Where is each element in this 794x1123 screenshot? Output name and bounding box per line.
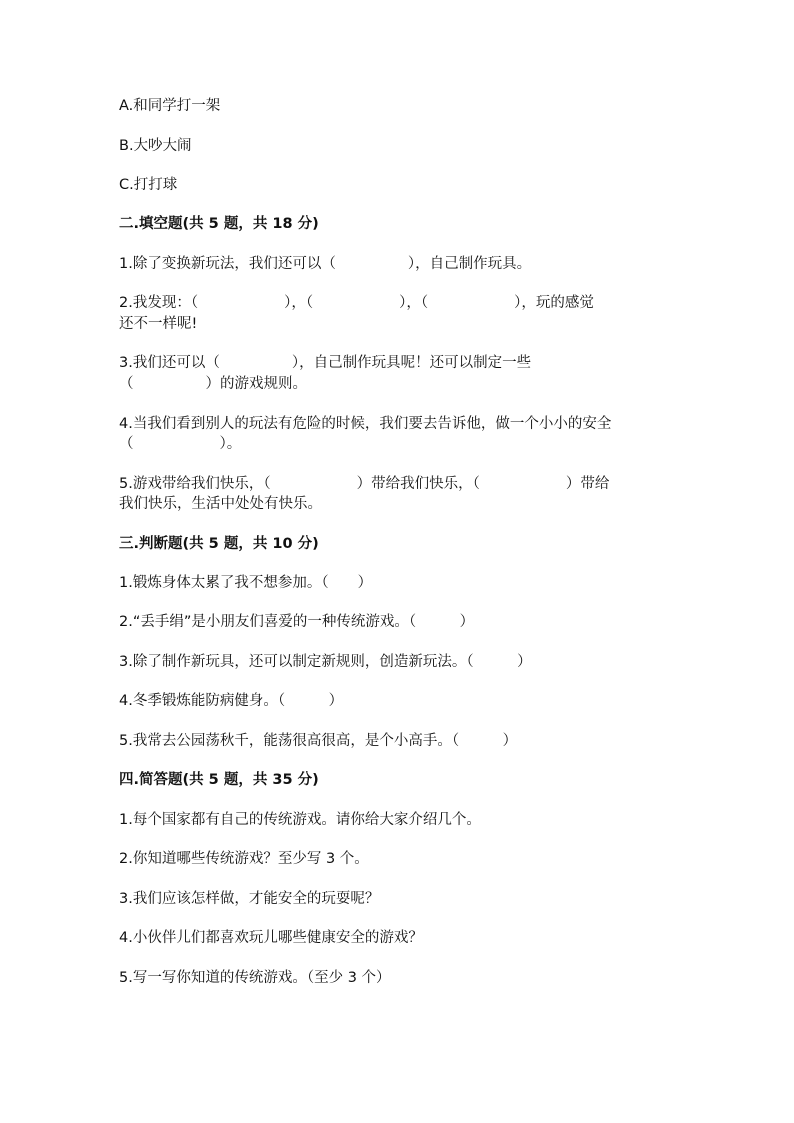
fill-q2-part2: ），（ bbox=[284, 295, 314, 311]
fill-question-1 bbox=[119, 254, 531, 274]
judge-question-2: 2.“丢手绢”是小朋友们喜爱的一种传统游戏。（ ） bbox=[119, 614, 475, 630]
fill-q2-part3: ），（ bbox=[399, 295, 429, 311]
judge-question-5: 5.我常去公园荡秋千，能荡很高很高，是个小高手。（ ） bbox=[119, 733, 518, 749]
fill-q4-line2-part1: （ bbox=[119, 436, 134, 452]
section-four-heading: 四.简答题(共 5 题，共 35 分) bbox=[119, 772, 319, 788]
option-a: A.和同学打一架 bbox=[119, 98, 221, 114]
judge-question-4: 4.冬季锻炼能防病健身。（ ） bbox=[119, 693, 344, 709]
fill-q2-part4: ），玩的感觉 bbox=[514, 295, 594, 311]
fill-q5-part3: ）带给 bbox=[565, 476, 610, 492]
short-answer-1: 1.每个国家都有自己的传统游戏。请你给大家介绍几个。 bbox=[119, 812, 481, 828]
short-answer-5: 5.写一写你知道的传统游戏。（至少 3 个） bbox=[119, 970, 391, 986]
judge-question-3: 3.除了制作新玩具，还可以制定新规则，创造新玩法。（ ） bbox=[119, 654, 532, 670]
fill-q4-line2 bbox=[119, 434, 241, 454]
short-answer-3: 3.我们应该怎样做，才能安全的玩耍呢？ bbox=[119, 891, 380, 907]
section-three-heading: 三.判断题(共 5 题，共 10 分) bbox=[119, 536, 319, 552]
fill-q3-line2 bbox=[119, 374, 307, 394]
short-answer-2: 2.你知道哪些传统游戏？至少写 3 个。 bbox=[119, 851, 369, 867]
fill-q3-line2-part2: ）的游戏规则。 bbox=[205, 376, 307, 392]
section-two-heading: 二.填空题(共 5 题，共 18 分) bbox=[119, 216, 319, 232]
fill-q3-part2: ），自己制作玩具呢！还可以制定一些 bbox=[291, 355, 532, 371]
fill-q5-part2: ）带给我们快乐，（ bbox=[356, 476, 480, 492]
fill-q2-part1: 2.我发现：（ bbox=[119, 295, 199, 311]
short-answer-4: 4.小伙伴儿们都喜欢玩儿哪些健康安全的游戏？ bbox=[119, 930, 423, 946]
fill-question-4: 4.当我们看到别人的玩法有危险的时候，我们要去告诉他，做一个小小的安全 bbox=[119, 416, 612, 432]
fill-q4-line2-part2: ）。 bbox=[219, 436, 242, 452]
fill-q1-part1: 1.除了变换新玩法，我们还可以（ bbox=[119, 256, 336, 272]
fill-q2-line2: 还不一样呢! bbox=[119, 316, 198, 332]
fill-q3-part1: 3.我们还可以（ bbox=[119, 355, 220, 371]
fill-q1-part2: ），自己制作玩具。 bbox=[407, 256, 532, 272]
fill-question-3 bbox=[119, 353, 531, 373]
fill-q5-line2: 我们快乐，生活中处处有快乐。 bbox=[119, 496, 322, 512]
option-c: C.打打球 bbox=[119, 177, 178, 193]
fill-question-2 bbox=[119, 293, 594, 313]
fill-q3-line2-part1: （ bbox=[119, 376, 134, 392]
option-b: B.大吵大闹 bbox=[119, 138, 192, 154]
fill-q5-part1: 5.游戏带给我们快乐，（ bbox=[119, 476, 271, 492]
judge-question-1: 1.锻炼身体太累了我不想参加。（ ） bbox=[119, 575, 373, 591]
fill-question-5 bbox=[119, 474, 609, 494]
